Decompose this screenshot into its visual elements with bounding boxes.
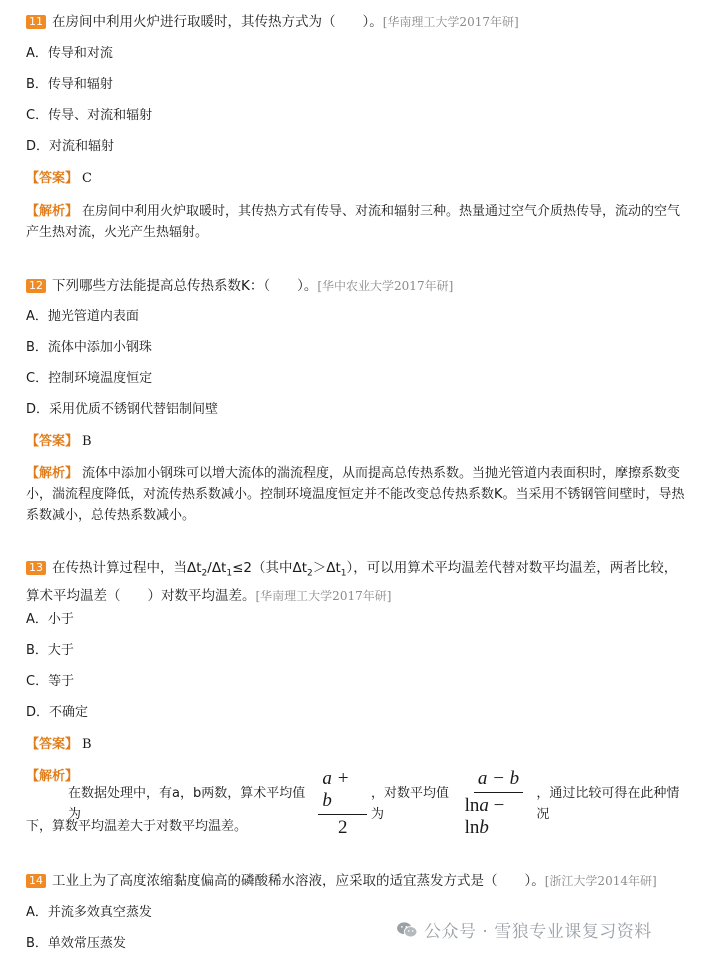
question-source: [浙江大学2014年研]	[544, 874, 657, 888]
option-a: A．小于	[26, 612, 74, 627]
explanation-text: 在数据处理中，有a，b两数，算术平均值为	[68, 785, 306, 822]
answer-value: B	[82, 737, 92, 752]
question-13	[26, 557, 690, 607]
subscript: 2	[201, 568, 208, 579]
question-source: [华南理工大学2017年研]	[382, 15, 519, 29]
explanation-tag: 【解析】	[26, 466, 79, 481]
stem-part: ＞Δt	[312, 560, 341, 576]
explanation-text: 流体中添加小钢珠可以增大流体的湍流程度，从而提高总传热系数。当抛光管道内表面积时，摩擦系数变小，湍流程度降低，对流传热系数减小。控制环境温度恒定并不能改变总传热系数K。当采用不锈钢管间壁时，导热系数减小，总传热系数减小。	[26, 466, 685, 523]
var-a: a	[479, 795, 489, 816]
arithmetic-mean-fraction	[318, 768, 367, 839]
stem-part: 在传热计算过程中，当Δt	[52, 560, 202, 576]
option-d: D．对流和辐射	[26, 139, 115, 154]
answer-line	[26, 169, 92, 189]
subscript: 1	[226, 568, 233, 579]
answer-tag: 【答案】	[26, 737, 79, 752]
option-b: B．大于	[26, 643, 74, 658]
wechat-icon	[396, 921, 418, 939]
watermark-text: 公众号 · 雪狼专业课复习资料	[424, 922, 652, 942]
answer-value: C	[82, 171, 92, 186]
answer-tag: 【答案】	[26, 171, 79, 186]
option-a: A．抛光管道内表面	[26, 309, 139, 324]
answer-value: B	[82, 434, 92, 449]
ln-symbol: − ln	[464, 795, 505, 838]
question-stem	[26, 11, 692, 33]
answer-line	[26, 735, 92, 755]
question-number-badge: 13	[26, 561, 46, 575]
fraction-denominator: 2	[337, 817, 348, 838]
ln-symbol: ln	[464, 795, 480, 816]
option-b: B．传导和辐射	[26, 77, 113, 92]
question-12	[26, 275, 692, 297]
answer-tag: 【答案】	[26, 434, 79, 449]
fraction-numerator: a − b	[474, 768, 523, 793]
explanation	[26, 201, 686, 243]
question-11	[26, 11, 692, 33]
answer-line	[26, 432, 92, 452]
explanation-continued: 下，算数平均温差大于对数平均温差。	[26, 819, 248, 834]
option-d: D．不确定	[26, 705, 89, 720]
option-a: A．传导和对流	[26, 46, 113, 61]
explanation-tag: 【解析】	[26, 769, 79, 784]
option-c: C．传导、对流和辐射	[26, 108, 153, 123]
subscript: 1	[340, 568, 347, 579]
option-b: B．流体中添加小钢珠	[26, 340, 152, 355]
explanation-text: 在房间中利用火炉取暖时，其传热方式有传导、对流和辐射三种。热量通过空气介质热传导，流动的空气产生热对流，火光产生热辐射。	[26, 204, 681, 240]
explanation	[26, 463, 690, 526]
question-source: [华中农业大学2017年研]	[317, 279, 454, 293]
question-source: [华南理工大学2017年研]	[255, 588, 392, 603]
question-text: 下列哪些方法能提高总传热系数K：（ ）。	[52, 278, 318, 294]
explanation-tag: 【解析】	[26, 204, 79, 219]
watermark	[396, 917, 652, 942]
option-b: B．单效常压蒸发	[26, 936, 126, 951]
explanation-text: ，对数平均值为	[370, 785, 449, 822]
question-14	[26, 870, 692, 892]
question-number-badge: 14	[26, 874, 46, 888]
subscript: 2	[307, 568, 313, 579]
stem-part: /Δt	[207, 560, 227, 576]
stem-part: ≤2（其中Δt	[232, 560, 308, 576]
question-text: 工业上为了高度浓缩黏度偏高的磷酸稀水溶液，应采取的适宜蒸发方式是（ ）。	[52, 873, 545, 889]
question-text: 在房间中利用火炉进行取暖时，其传热方式为（ ）。	[52, 14, 383, 30]
var-b: b	[479, 817, 489, 838]
option-d: D．采用优质不锈钢代替铝制间壁	[26, 402, 219, 417]
question-number-badge: 11	[26, 15, 46, 29]
stem-part: ），可以用算术平均温差代替对数平均温差，两者比较，算术平均温差（ ）对数平均温差。	[26, 560, 678, 604]
question-number-badge: 12	[26, 279, 46, 293]
option-a: A．并流多效真空蒸发	[26, 905, 152, 920]
fraction-numerator: a + b	[318, 768, 367, 815]
option-c: C．等于	[26, 674, 75, 689]
log-mean-fraction	[465, 768, 533, 839]
explanation-text: ，通过比较可得在此种情况	[536, 785, 680, 822]
fraction-denominator	[465, 793, 533, 839]
option-c: C．控制环境温度恒定	[26, 371, 153, 386]
